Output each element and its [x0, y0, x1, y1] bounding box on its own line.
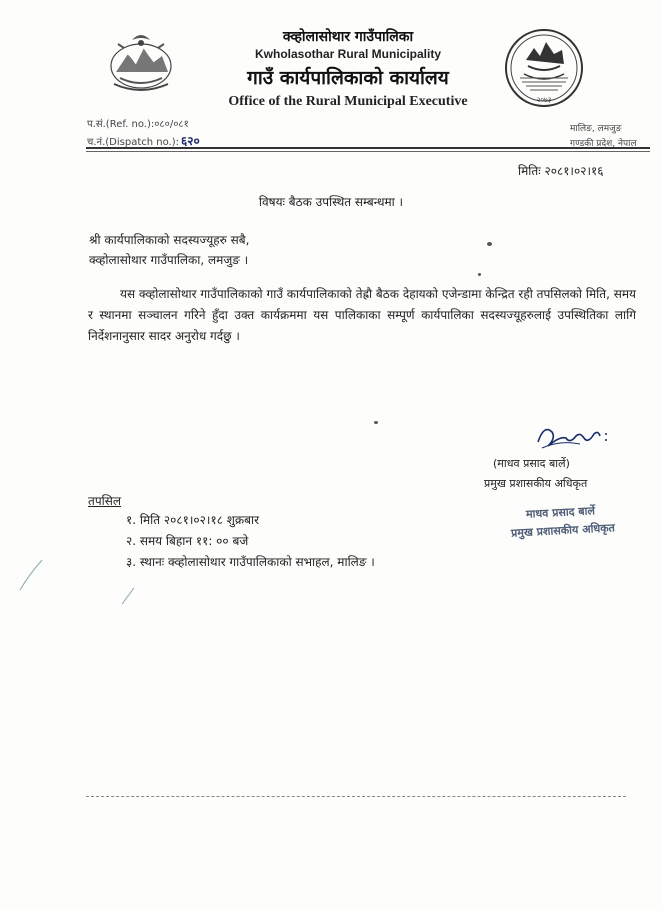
- header-divider: [86, 147, 650, 149]
- letter-subject: विषयः बैठक उपस्थित सम्बन्धमा ।: [258, 195, 404, 209]
- name-stamp: माधव प्रसाद बार्ले: [525, 504, 596, 521]
- schedule-item-time: २. समय बिहान ११: ०० बजे: [126, 534, 249, 548]
- signatory-title: प्रमुख प्रशासकीय अधिकृत: [484, 477, 588, 490]
- municipality-seal-logo: [502, 24, 586, 120]
- scan-speck: [374, 421, 378, 424]
- municipality-name-ne: क्व्होलासोथार गाउँपालिका: [282, 29, 414, 45]
- schedule-list: [126, 510, 375, 573]
- signatory-name: (माधव प्रसाद बार्ले): [493, 457, 570, 470]
- ref-number: [87, 116, 189, 130]
- recipient-line-1: श्री कार्यपालिकाको सदस्यज्यूहरु सबै,: [89, 233, 250, 247]
- address-line-2: गण्डकी प्रदेश, नेपाल: [570, 139, 637, 149]
- ref-label: प.सं.(Ref. no.):: [87, 119, 155, 130]
- recipient-line-2: क्व्होलासोथार गाउँपालिका, लमजुङ ।: [89, 253, 249, 267]
- scan-mark: [120, 586, 140, 606]
- schedule-item-date: १. मिति २०८१।०२।१८ शुक्रबार: [126, 513, 259, 527]
- address-line-1: मालिङ, लमजुङ: [570, 124, 622, 134]
- ref-value: ०८०/०८१: [154, 119, 189, 130]
- dispatch-label: च.नं.(Dispatch no.):: [87, 137, 179, 148]
- schedule-heading: तपसिल: [88, 494, 122, 508]
- footer-dashed-line: [86, 796, 626, 797]
- handwritten-signature: [530, 418, 610, 458]
- seal-year: २०७३: [536, 96, 552, 104]
- title-stamp: प्रमुख प्रशासकीय अधिकृत: [510, 521, 616, 540]
- office-name-en: Office of the Rural Municipal Executive: [228, 94, 468, 109]
- scan-mark: [16, 556, 46, 592]
- letter-date: मितिः २०८१।०२।१६: [518, 164, 604, 178]
- dispatch-value: ६२०: [181, 134, 200, 148]
- municipality-name-en: Kwholasothar Rural Municipality: [254, 47, 442, 61]
- scan-speck: [487, 242, 492, 246]
- scan-speck: [478, 273, 481, 276]
- schedule-item-venue: ३. स्थानः क्व्होलासोथार गाउँपालिकाको सभाहल, मालिङ ।: [126, 555, 375, 569]
- office-name-ne: गाउँ कार्यपालिकाको कार्यालय: [247, 67, 449, 89]
- letter-body: यस क्व्होलासोथार गाउँपालिकाको गाउँ कार्यपालिकाको तेह्रौ बैठक देहायको एजेन्डामा केन्द्रित रही तपसिलको मिति, समय र स्थानमा सञ्चालन गरिने हुँदा उक्त कार्यक्रममा यस पालिकाका सम्पूर्ण कार्यपालिका सदस्यज्यूहरुलाई उपस्थितिका लागि निर्देशनानुसार सादर अनुरोध गर्दछु ।: [88, 287, 636, 343]
- header-divider-thin: [86, 151, 650, 152]
